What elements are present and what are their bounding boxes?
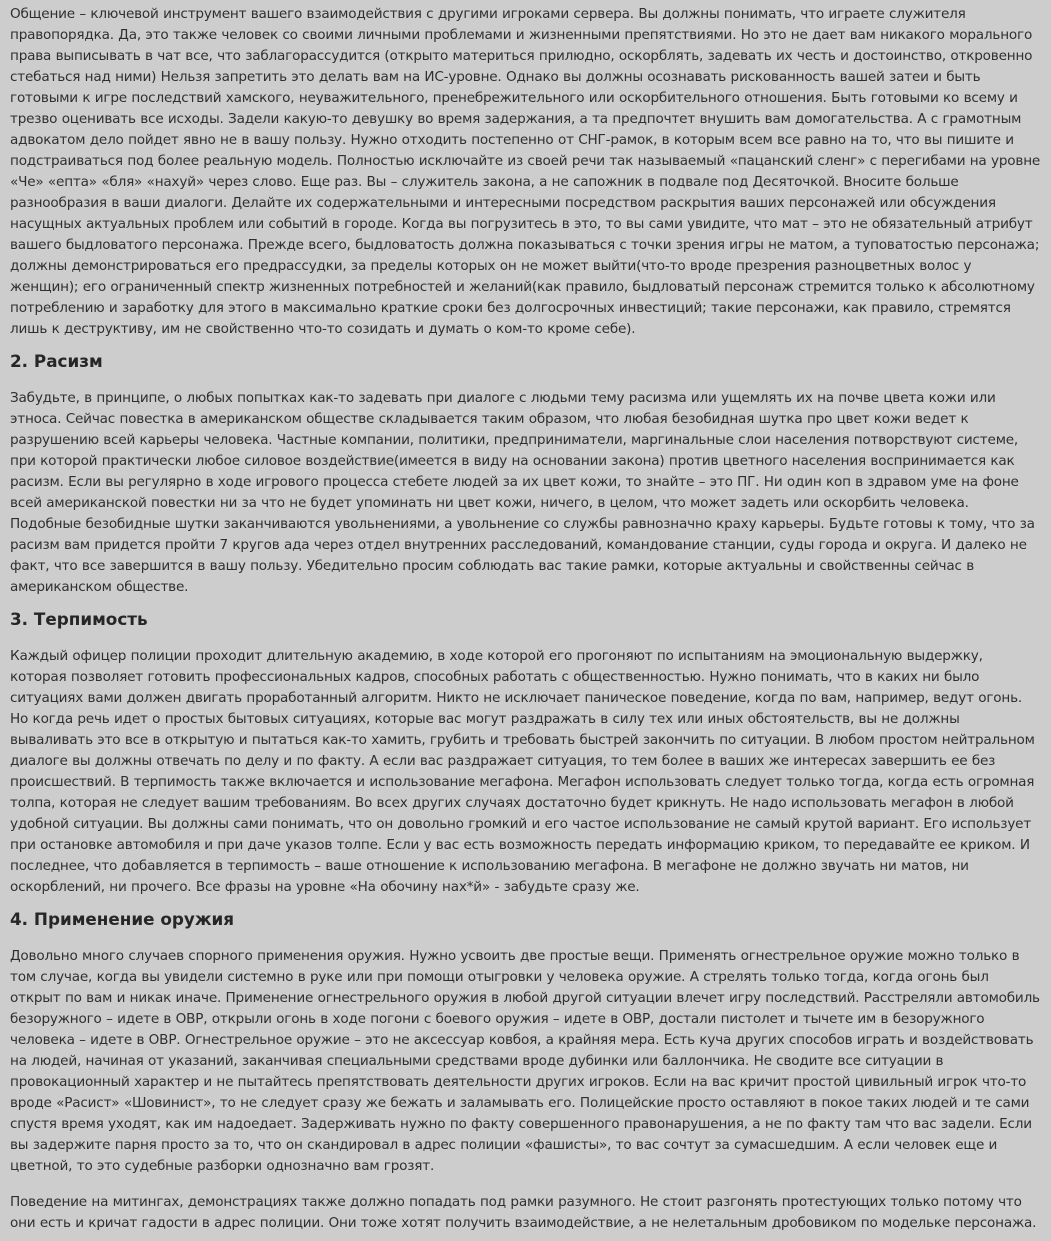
- section-racism-paragraph: Забудьте, в принципе, о любых попытках как-то задевать при диалоге с людьми тему расизма или ущемлять их на почве цвета кожи или этноса. Сейчас повестка в американском обществе складывается таким образом, что любая безобидная шутка про цвет кожи ведет к разрушению всей карьеры человека. Частные компании, политики, предприниматели, маргинальные слои населения потворствуют системе, при которой практически любое силовое воздействие(имеется в виду на основании закона) против цветного населения воспринимается как расизм. Если вы регулярно в ходе игрового процесса стебете людей за их цвет кожи, то знайте – это ПГ. Ни один коп в здравом уме на фоне всей американской повестки ни за что не будет упоминать ни цвет кожи, ничего, в целом, что может задеть или оскорбить человека. Подобные безобидные шутки заканчиваются увольнениями, а увольнение со службы равнозначно краху карьеры. Будьте готовы к тому, что за расизм вам придется пройти 7 кругов ада через отдел внутренних расследований, командование станции, суды города и округа. И далеко не факт, что все завершится в вашу пользу. Убедительно просим соблюдать вас такие рамки, которые актуальны и свойственны сейчас в американском обществе.: [10, 390, 1035, 595]
- intro-paragraph: Общение – ключевой инструмент вашего взаимодействия с другими игроками сервера. Вы должны понимать, что играете служителя правопорядка. Да, это также человек со своими личными проблемами и жизненными препятствиями. Но это не дает вам никакого морального права выписывать в чат все, что заблагорассудится (открыто материться прилюдно, оскорблять, задевать их честь и достоинство, откровенно стебаться над ними) Нельзя запретить это делать вам на ИС-уровне. Однако вы должны осознавать рискованность вашей затеи и быть готовыми к игре последствий хамского, неуважительного, пренебрежительного или оскорбительного отношения. Быть готовыми ко всему и трезво оценивать все исходы. Задели какую-то девушку во время задержания, а та предпочтет внушить вам домогательства. А с грамотным адвокатом дело пойдет явно не в вашу пользу. Нужно отходить постепенно от СНГ-рамок, в которым всем все равно на то, что вы пишите и подстраиваться под более реальную модель. Полностью исключайте из своей речи так называемый «пацанский сленг» с перегибами на уровне «Че» «епта» «бля» «нахуй» через слово. Еще раз. Вы – служитель закона, а не сапожник в подвале под Десяточкой. Вносите больше разнообразия в ваши диалоги. Делайте их содержательными и интересными посредством раскрытия ваших персонажей или обсуждения насущных актуальных проблем или событий в городе. Когда вы погрузитесь в это, то вы сами увидите, что мат – это не обязательный атрибут вашего быдловатого персонажа. Прежде всего, быдловатость должна показываться с точки зрения игры не матом, а туповатостью персонажа; должны демонстрироваться его предрассудки, за пределы которых он не может выйти(что-то вроде презрения разноцветных волос у женщин); его ограниченный спектр жизненных потребностей и желаний(как правило, быдловатый персонаж стремится только к абсолютному потреблению и заработку для этого в максимально краткие сроки без долгосрочных инвестиций; такие персонажи, как правило, стремятся лишь к деструктиву, им не свойственно что-то созидать и думать о ком-то кроме себе).: [10, 6, 1041, 337]
- section-tolerance-paragraph: Каждый офицер полиции проходит длительную академию, в ходе которой его прогоняют по испытаниям на эмоциональную выдержку, которая позволяет готовить профессиональных кадров, способных работать с общественностью. Нужно понимать, что в каких ни было ситуациях вами должен двигать проработанный алгоритм. Никто не исключает паническое поведение, когда по вам, например, ведут огонь. Но когда речь идет о простых бытовых ситуациях, которые вас могут раздражать в силу тех или иных обстоятельств, вы не должны вываливать это все в открытую и пытаться как-то хамить, грубить и требовать быстрей закончить по ситуации. В любом простом нейтральном диалоге вы должны отвечать по делу и по факту. А если вас раздражает ситуация, то тем более в ваших же интересах завершить ее без происшествий. В терпимость также включается и использование мегафона. Мегафон использовать следует только тогда, когда есть огромная толпа, которая не следует вашим требованиям. Во всех других случаях достаточно будет крикнуть. Не надо использовать мегафон в любой удобной ситуации. Вы должны сами понимать, что он довольно громкий и его частое использование не самый крутой вариант. Его использует при остановке автомобиля и при даче указов толпе. Если у вас есть возможность передать информацию криком, то передавайте ее криком. И последнее, что добавляется в терпимость – ваше отношение к использованию мегафона. В мегафоне не должно звучать ни матов, ни оскорблений, ни прочего. Все фразы на уровне «На обочину нах*й» - забудьте сразу же.: [10, 648, 1035, 895]
- section-heading-tolerance: 3. Терпимость: [10, 609, 148, 629]
- section-heading-weapons: 4. Применение оружия: [10, 909, 235, 929]
- section-heading-racism: 2. Расизм: [10, 351, 103, 371]
- section-weapons-paragraph: Довольно много случаев спорного применения оружия. Нужно усвоить две простые вещи. Применять огнестрельное оружие можно только в том случае, когда вы увидели системно в руке или при помощи отыгровки у человека оружие. А стрелять только тогда, когда огонь был открыт по вам и никак иначе. Применение огнестрельного оружия в любой другой ситуации влечет игру последствий. Расстреляли автомобиль безоружного – идете в ОВР, открыли огонь в ходе погони с боевого оружия – идете в ОВР, достали пистолет и тычете им в безоружного человека – идете в ОВР. Огнестрельное оружие – это не аксессуар ковбоя, а крайняя мера. Есть куча других способов играть и воздействовать на людей, начиная от указаний, заканчивая специальными средствами вроде дубинки или баллончика. Не сводите все ситуации в провокационный характер и не пытайтесь препятствовать деятельности других игроков. Если на вас кричит простой цивильный игрок что-то вроде «Расист» «Шовинист», то не следует сразу же бежать и заламывать его. Полицейские просто оставляют в покое таких людей и те сами спустя время уходят, как им надоедает. Задерживать нужно по факту совершенного правонарушения, а не по факту там что вас задели. Если вы задержите парня просто за то, что он скандировал в адрес полиции «фашисты», то вас сочтут за сумасшедшим. А если человек еще и цветной, то это судебные разборки однозначно вам грозят.: [10, 948, 1040, 1174]
- section-weapons-rallies-paragraph: Поведение на митингах, демонстрациях также должно попадать под рамки разумного. Не стоит разгонять протестующих только потому что они есть и кричат гадости в адрес полиции. Они тоже хотят получить взаимодействие, а не нелетальным дробовиком по модельке персонажа.: [10, 1194, 1037, 1231]
